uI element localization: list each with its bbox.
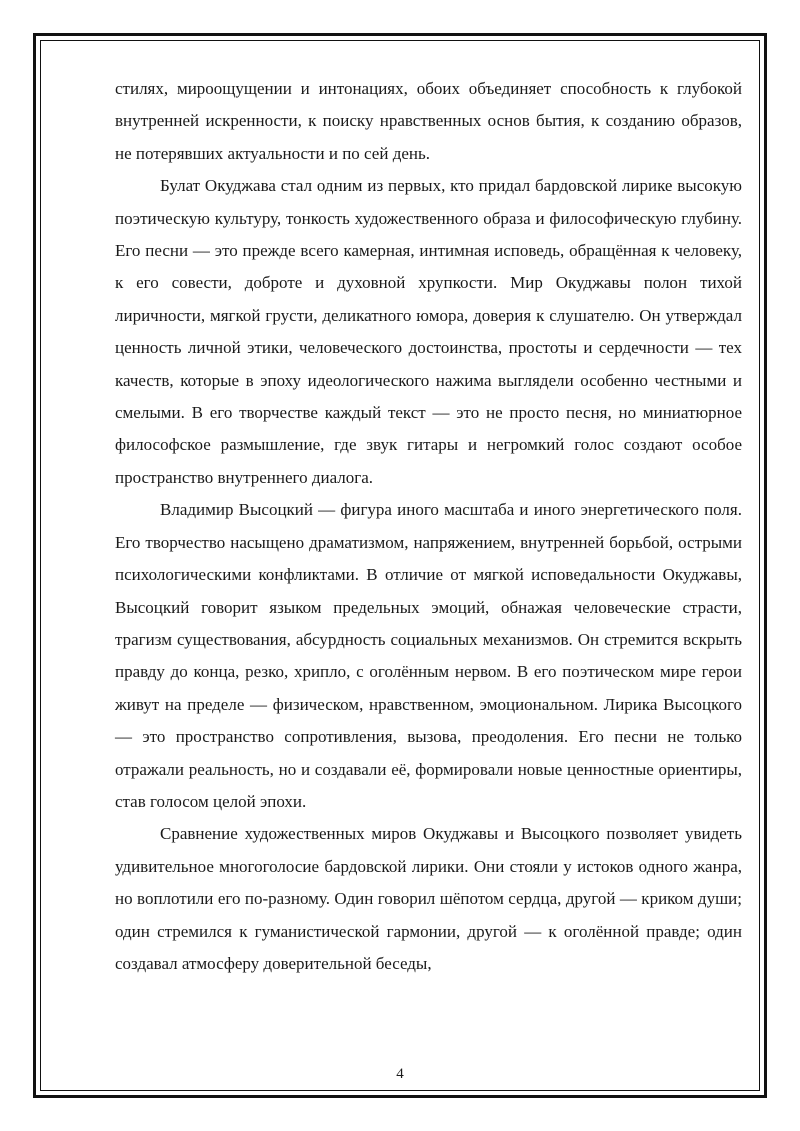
paragraph-2: Булат Окуджава стал одним из первых, кто придал бардовской лирике высокую поэтическую культуру, тонкость художественного образа и философическую глубину. Его песни — это прежде всего камерная, интимная исповедь, обращённая к человеку, к его совести, доброте и духовной хрупкости. Мир Окуджавы полон тихой лиричности, мягкой грусти, деликатного юмора, доверия к слушателю. Он утверждал ценность личной этики, человеческого достоинства, простоты и сердечности — тех качеств, которые в эпоху идеологического нажима выглядели особенно честными и смелыми. В его творчестве каждый текст — это не просто песня, но миниатюрное философское размышление, где звук гитары и негромкий голос создают особое пространство внутреннего диалога. [115, 176, 742, 487]
paragraph-1: стилях, мироощущении и интонациях, обоих объединяет способность к глубокой внутренней искренности, к поиску нравственных основ бытия, к созданию образов, не потерявших актуальности и по сей день. [115, 79, 742, 163]
paragraph-4: Сравнение художественных миров Окуджавы и Высоцкого позволяет увидеть удивительное многоголосие бардовской лирики. Они стояли у истоков одного жанра, но воплотили его по-разному. Один говорил шёпотом сердца, другой — криком души; один стремился к гуманистической гармонии, другой — к оголённой правде; один создавал атмосферу доверительной беседы, [115, 824, 742, 973]
document-body [115, 73, 742, 980]
paragraph-3: Владимир Высоцкий — фигура иного масштаба и иного энергетического поля. Его творчество насыщено драматизмом, напряжением, внутренней борьбой, острыми психологическими конфликтами. В отличие от мягкой исповедальности Окуджавы, Высоцкий говорит языком предельных эмоций, обнажая человеческие страсти, трагизм существования, абсурдность социальных механизмов. Он стремится вскрыть правду до конца, резко, хрипло, с оголённым нервом. В его поэтическом мире герои живут на пределе — физическом, нравственном, эмоциональном. Лирика Высоцкого — это пространство сопротивления, вызова, преодоления. Его песни не только отражали реальность, но и создавали её, формировали новые ценностные ориентиры, став голосом целой эпохи. [115, 500, 742, 811]
page-number: 4 [396, 1066, 404, 1082]
